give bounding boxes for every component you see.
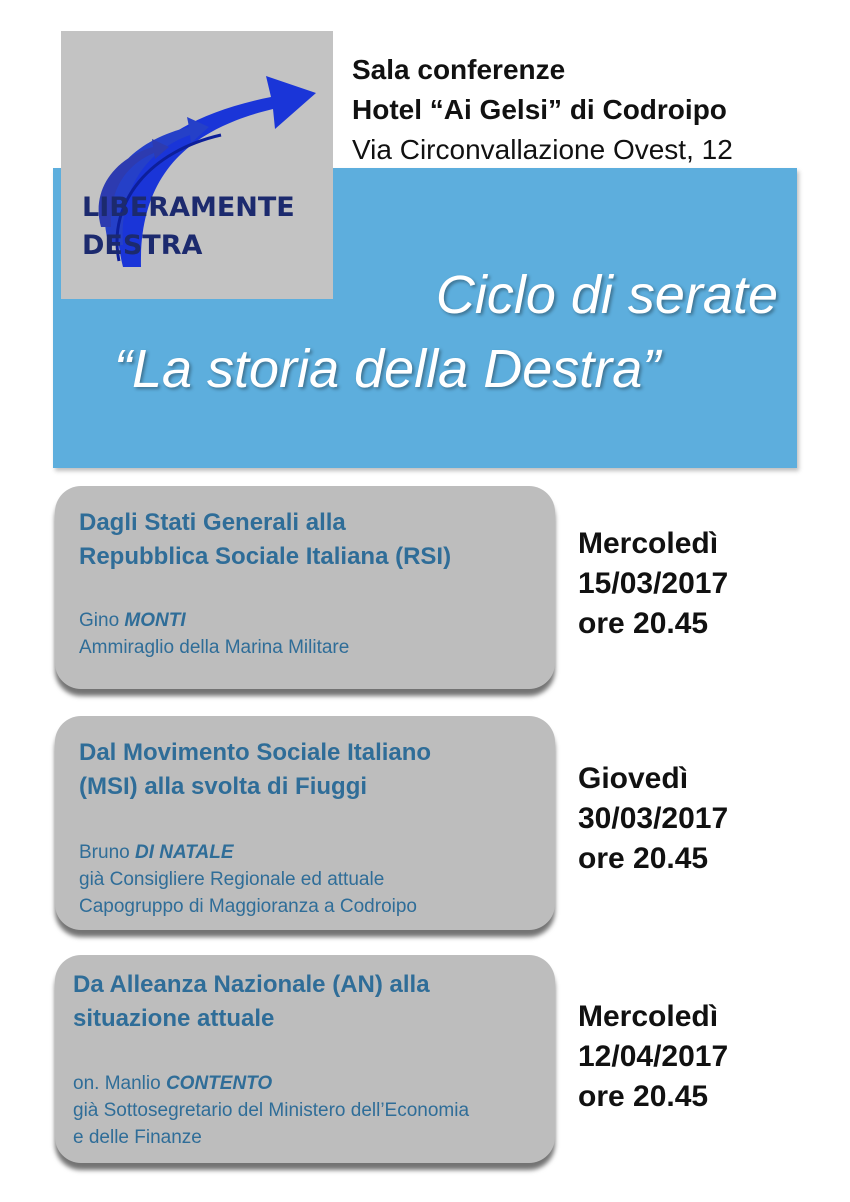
event-date: 30/03/2017 <box>578 802 729 835</box>
event-card-1 <box>55 486 555 689</box>
title-line1: Ciclo di serate <box>435 265 778 325</box>
event-date-2 <box>578 759 728 879</box>
event-card-2 <box>55 716 555 930</box>
venue-info <box>352 50 733 170</box>
speaker-first-name: Bruno <box>79 842 135 863</box>
venue-hotel: Hotel “Ai Gelsi” di Codroipo <box>352 94 727 125</box>
event-card-3 <box>55 955 555 1163</box>
speaker-role-line1: già Sottosegretario del Ministero dell’Economia <box>73 1100 470 1121</box>
speaker-role-line2: Capogruppo di Maggioranza a Codroipo <box>79 896 418 917</box>
event-date-3 <box>578 997 728 1117</box>
speaker-role-line1: Ammiraglio della Marina Militare <box>79 637 350 658</box>
event-title-line2: situazione attuale <box>73 1005 275 1032</box>
event-day: Mercoledì <box>578 527 719 560</box>
event-speaker <box>79 839 417 920</box>
event-time: ore 20.45 <box>578 607 709 640</box>
logo-line2: DESTRA <box>82 230 203 261</box>
event-title-line1: Dal Movimento Sociale Italiano <box>79 739 432 766</box>
speaker-last-name: DI NATALE <box>134 842 234 863</box>
event-date: 15/03/2017 <box>578 567 729 600</box>
event-date-1 <box>578 524 728 644</box>
event-time: ore 20.45 <box>578 842 709 875</box>
speaker-role-line2: e delle Finanze <box>73 1127 202 1148</box>
venue-room: Sala conferenze <box>352 54 566 85</box>
event-title-line1: Dagli Stati Generali alla <box>79 509 346 536</box>
event-title <box>73 968 430 1036</box>
speaker-first-name: Gino <box>79 610 125 631</box>
event-title-line2: Repubblica Sociale Italiana (RSI) <box>79 543 452 570</box>
event-day: Giovedì <box>578 762 689 795</box>
event-title <box>79 506 451 574</box>
event-series-title <box>60 258 780 406</box>
speaker-role-line1: già Consigliere Regionale ed attuale <box>79 869 385 890</box>
event-title-line1: Da Alleanza Nazionale (AN) alla <box>73 971 430 998</box>
speaker-first-name: on. Manlio <box>73 1073 166 1094</box>
event-title <box>79 736 431 804</box>
logo-line1: LIBERAMENTE <box>82 192 295 223</box>
event-title-line2: (MSI) alla svolta di Fiuggi <box>79 773 368 800</box>
event-date: 12/04/2017 <box>578 1040 729 1073</box>
title-line2: “La storia della Destra” <box>114 339 661 399</box>
venue-address: Via Circonvallazione Ovest, 12 <box>352 134 733 165</box>
event-speaker <box>79 607 349 661</box>
speaker-last-name: MONTI <box>124 610 186 631</box>
logo-text <box>82 189 322 265</box>
event-time: ore 20.45 <box>578 1080 709 1113</box>
event-speaker <box>73 1070 469 1151</box>
speaker-last-name: CONTENTO <box>165 1073 273 1094</box>
event-day: Mercoledì <box>578 1000 719 1033</box>
